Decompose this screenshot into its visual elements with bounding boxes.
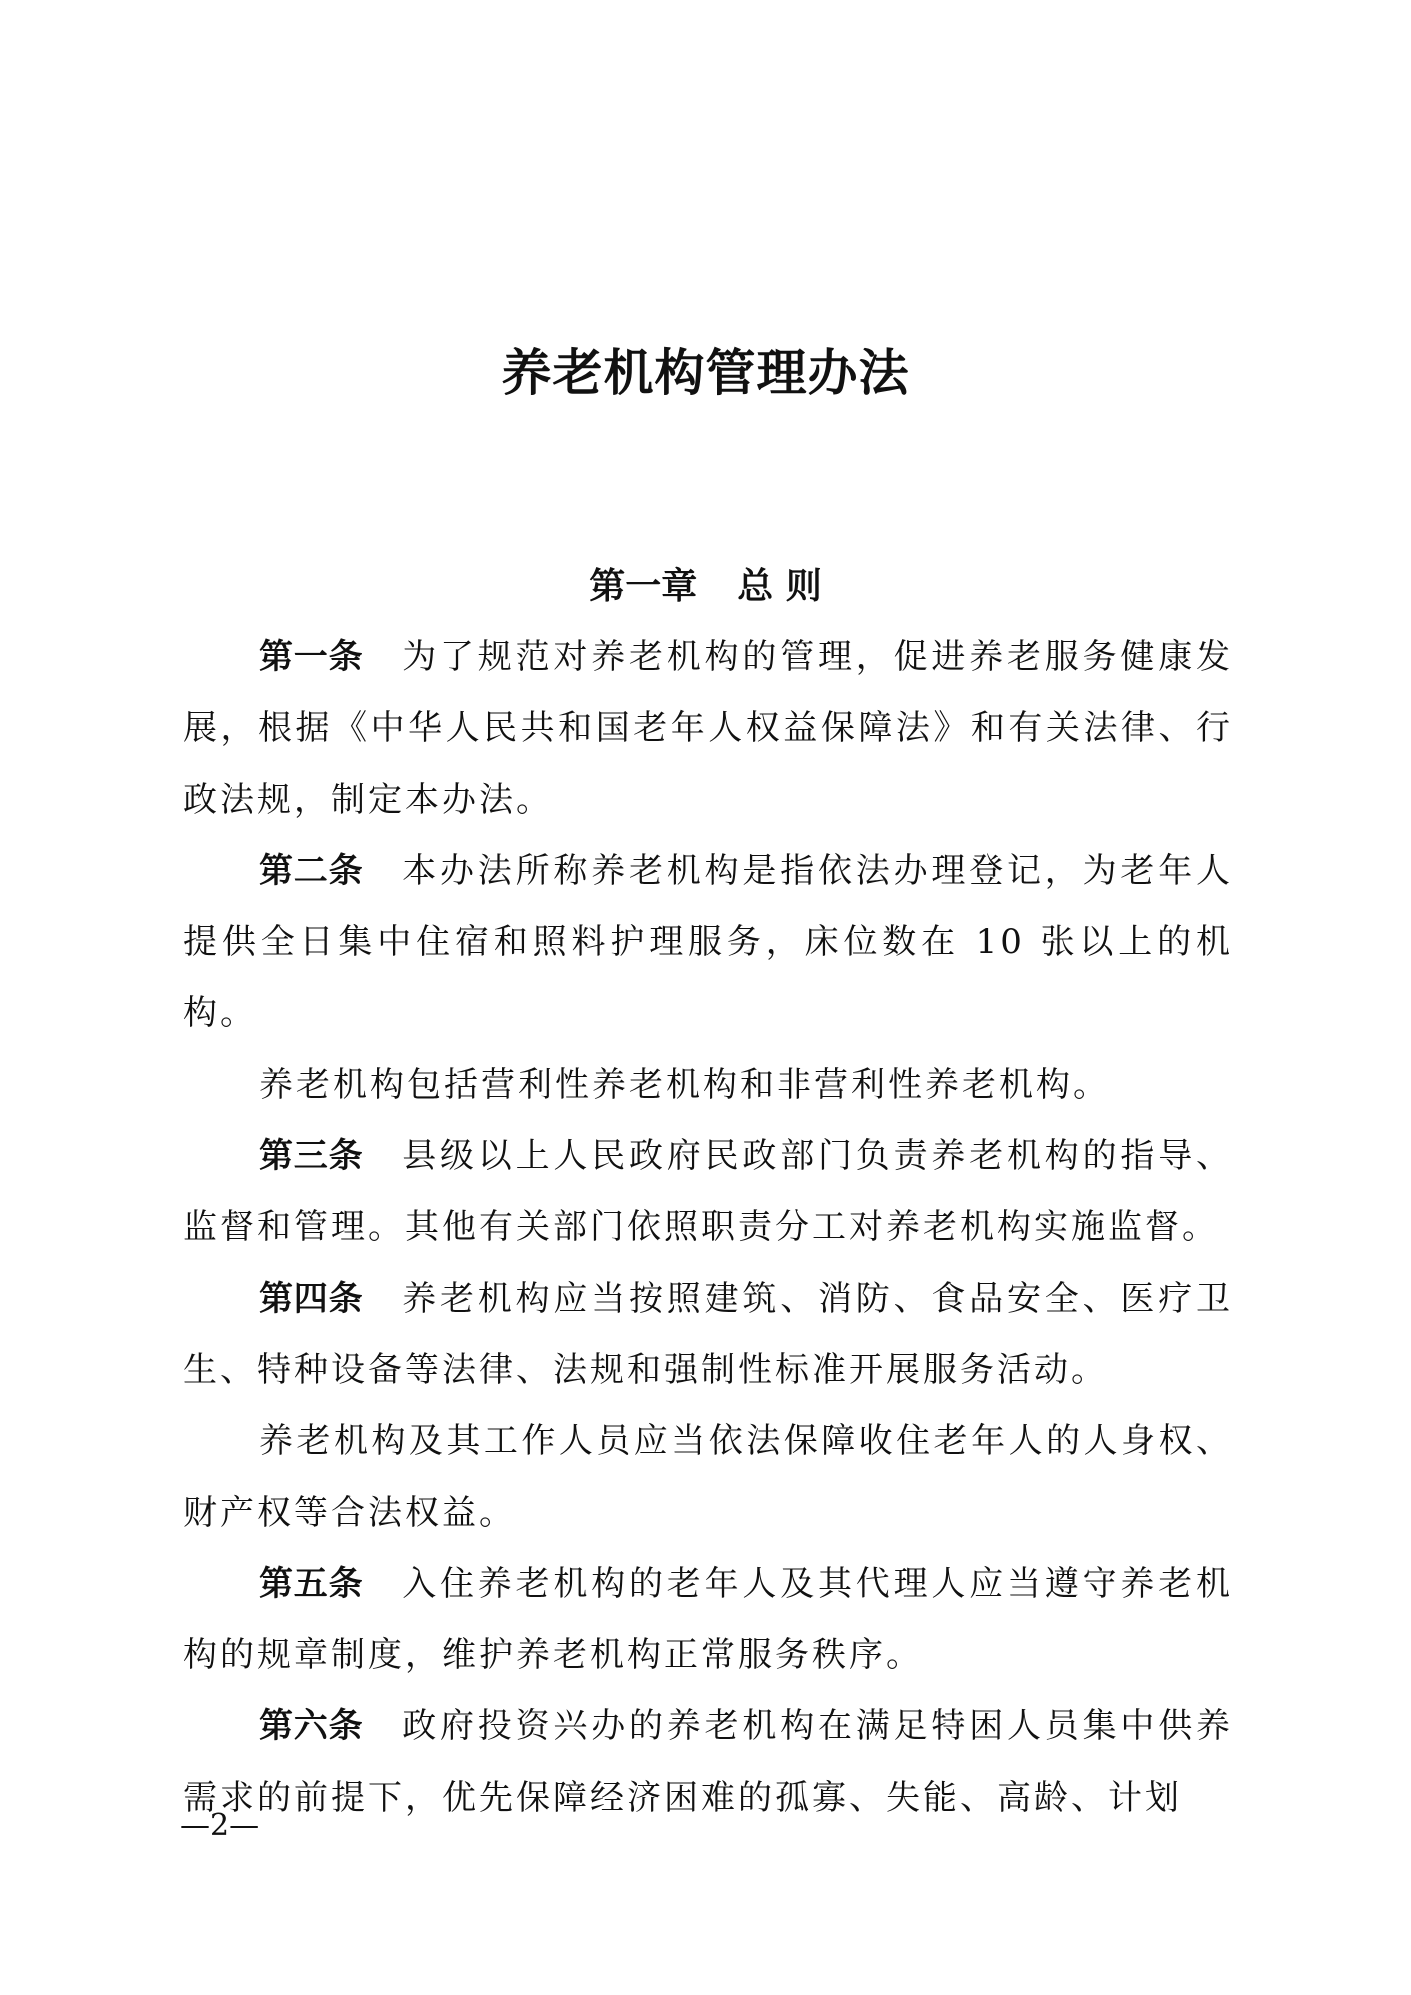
document-title: 养老机构管理办法 xyxy=(501,344,910,402)
article-number: 第四条 xyxy=(259,1278,364,1319)
paragraph-text: 本办法所称养老机构是指依法办理登记，为老年人提供全日集中住宿和照料护理服务，床位数在 10 张以上的机构。 xyxy=(183,850,1234,1034)
page-number: —2— xyxy=(180,1808,260,1843)
paragraph-text: 为了规范对养老机构的管理，促进养老服务健康发展，根据《中华人民共和国老年人权益保障法》和有关法律、行政法规，制定本办法。 xyxy=(183,637,1234,820)
article-number: 第一条 xyxy=(259,637,364,677)
article-number: 第五条 xyxy=(259,1563,364,1604)
article-number: 第三条 xyxy=(259,1136,364,1177)
document-body xyxy=(183,622,1233,1834)
chapter-heading xyxy=(0,556,1411,618)
paragraph-text: 养老机构包括营利性养老机构和非营利性养老机构。 xyxy=(259,1064,1110,1105)
paragraph xyxy=(183,1691,1233,1834)
paragraph xyxy=(183,1050,1233,1121)
paragraph xyxy=(183,1549,1233,1692)
article-number: 第二条 xyxy=(259,850,364,891)
paragraph xyxy=(183,1121,1233,1264)
paragraph xyxy=(183,1264,1233,1407)
article-number: 第六条 xyxy=(259,1706,364,1747)
paragraph-text: 入住养老机构的老年人及其代理人应当遵守养老机构的规章制度，维护养老机构正常服务秩序。 xyxy=(183,1563,1234,1676)
paragraph-text: 县级以上人民政府民政部门负责养老机构的指导、监督和管理。其他有关部门依照职责分工对养老机构实施监督。 xyxy=(183,1136,1234,1248)
paragraph xyxy=(183,1406,1233,1549)
chapter-name: 总 则 xyxy=(737,566,822,607)
paragraph xyxy=(183,836,1233,1050)
paragraph-text: 政府投资兴办的养老机构在满足特困人员集中供养需求的前提下，优先保障经济困难的孤寡、失能、高龄、计划 xyxy=(183,1706,1234,1818)
chapter-number: 第一章 xyxy=(589,566,698,607)
paragraph-text: 养老机构应当按照建筑、消防、食品安全、医疗卫生、特种设备等法律、法规和强制性标准开展服务活动。 xyxy=(183,1278,1234,1390)
paragraph xyxy=(183,622,1233,836)
paragraph-text: 养老机构及其工作人员应当依法保障收住老年人的人身权、财产权等合法权益。 xyxy=(183,1421,1233,1533)
